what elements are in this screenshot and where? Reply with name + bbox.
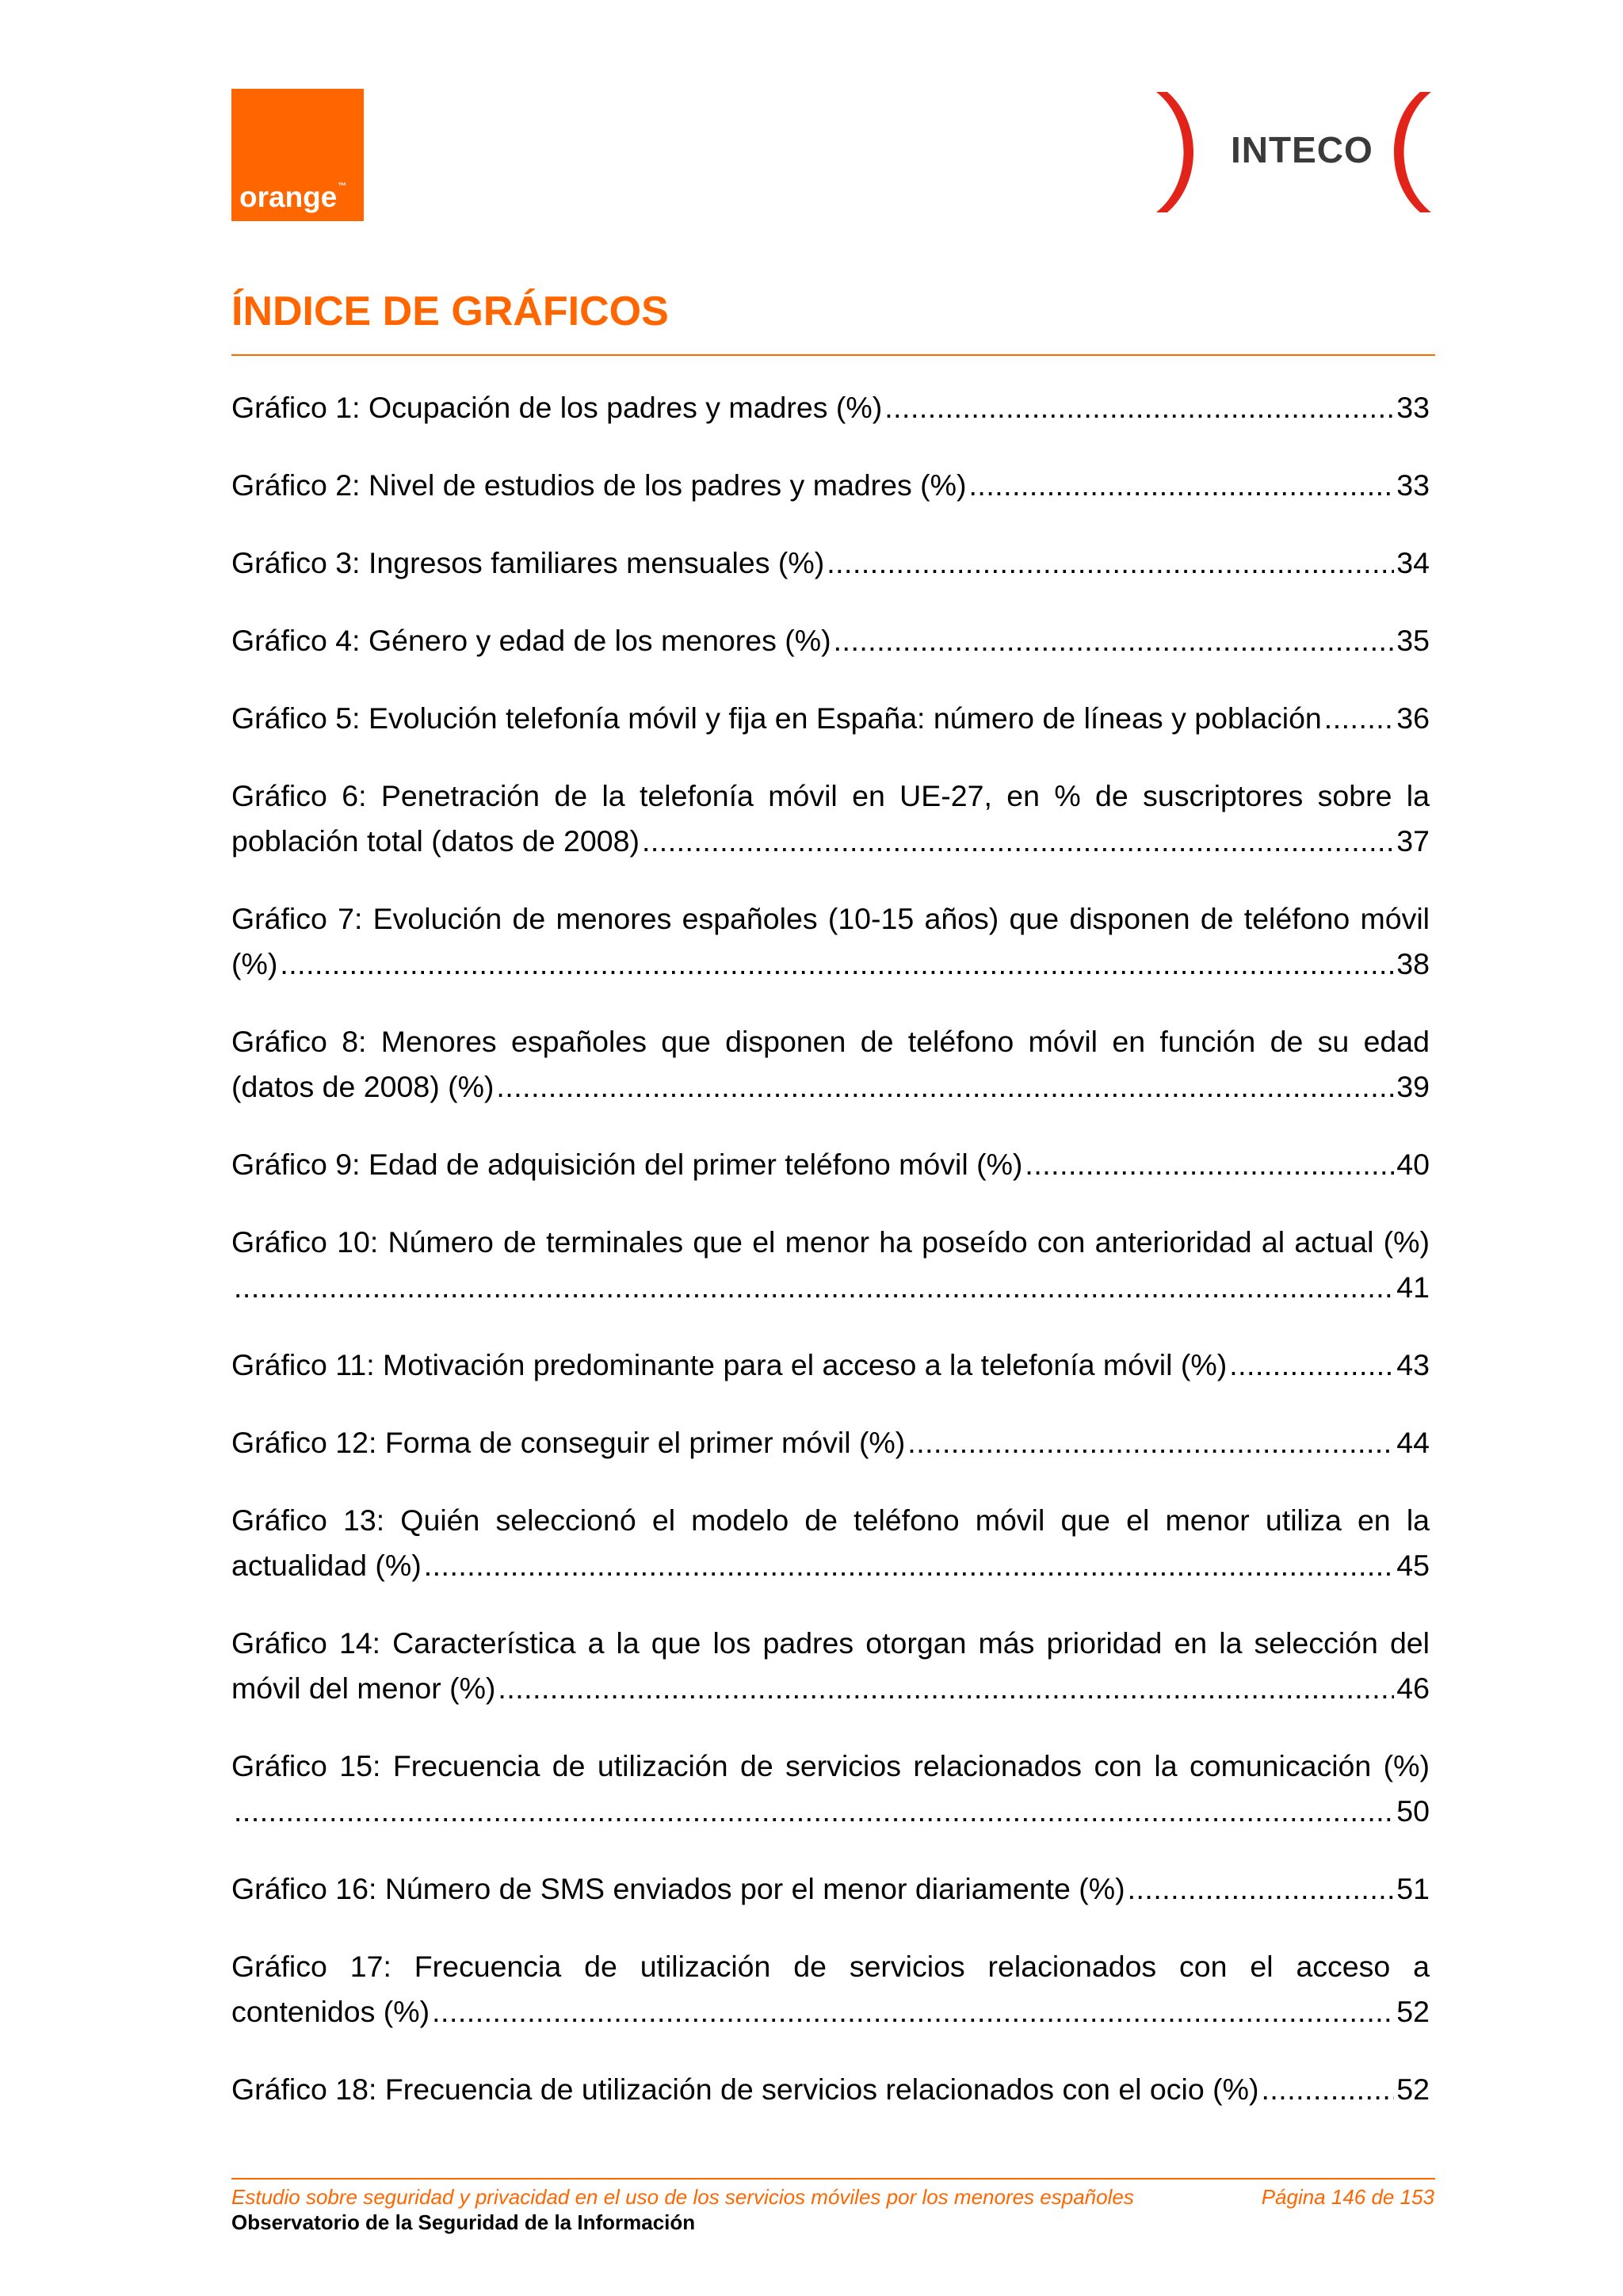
toc-entry-page: 45 xyxy=(1396,1549,1430,1582)
toc-entry[interactable] xyxy=(231,1420,1430,1465)
toc-entry-page: 37 xyxy=(1396,824,1430,858)
footer-observatory: Observatorio de la Seguridad de la Información xyxy=(231,2210,696,2234)
page-title: ÍNDICE DE GRÁFICOS xyxy=(231,288,669,334)
toc-entry[interactable] xyxy=(231,1866,1430,1912)
toc-entry-page: 46 xyxy=(1396,1671,1430,1705)
dot-leader xyxy=(827,541,1394,586)
toc-entry-page: 40 xyxy=(1396,1148,1430,1181)
dot-leader xyxy=(234,1789,1394,1834)
toc-entry[interactable] xyxy=(231,385,1430,430)
toc-entry-title-line: Gráfico 8: Menores españoles que disponen de teléfono móvil en función de su edad xyxy=(231,1025,1430,1058)
dot-leader xyxy=(884,385,1394,430)
toc-entry-page: 44 xyxy=(1396,1426,1430,1459)
toc-entry-title: Gráfico 5: Evolución telefonía móvil y fija en España: número de líneas y población xyxy=(231,701,1322,735)
toc-entry-page: 52 xyxy=(1396,1995,1430,2028)
orange-logo xyxy=(231,89,364,221)
toc-entry-title-line: Gráfico 14: Característica a la que los padres otorgan más prioridad en la selección del xyxy=(231,1626,1430,1660)
toc-entry-title-continuation: población total (datos de 2008) xyxy=(231,824,640,858)
toc-entry[interactable] xyxy=(231,1944,1430,2034)
toc-entry[interactable] xyxy=(231,1343,1430,1388)
title-divider xyxy=(231,354,1435,356)
toc-entry[interactable] xyxy=(231,1220,1430,1310)
toc-entry-title: Gráfico 3: Ingresos familiares mensuales (%) xyxy=(231,546,825,579)
toc-entry-page: 52 xyxy=(1396,2073,1430,2106)
dot-leader xyxy=(498,1666,1394,1711)
toc-entry-title-line: Gráfico 7: Evolución de menores españoles (10-15 años) que disponen de teléfono móvil xyxy=(231,902,1430,935)
dot-leader xyxy=(432,1989,1394,2034)
toc-entry-title: Gráfico 16: Número de SMS enviados por el menor diariamente (%) xyxy=(231,1872,1125,1905)
toc-entry[interactable] xyxy=(231,2067,1430,2112)
dot-leader xyxy=(642,819,1394,864)
toc-entry-title-continuation: móvil del menor (%) xyxy=(231,1671,496,1705)
toc-entry[interactable] xyxy=(231,1142,1430,1187)
toc-entry-page: 34 xyxy=(1396,546,1430,579)
figure-index-list xyxy=(231,385,1430,2145)
toc-entry-title: Gráfico 12: Forma de conseguir el primer móvil (%) xyxy=(231,1426,906,1459)
toc-entry[interactable] xyxy=(231,1498,1430,1588)
toc-entry-title-continuation: contenidos (%) xyxy=(231,1995,430,2028)
toc-entry-page: 39 xyxy=(1396,1070,1430,1103)
toc-entry[interactable] xyxy=(231,463,1430,508)
toc-entry-title: Gráfico 18: Frecuencia de utilización de servicios relacionados con el ocio (%) xyxy=(231,2073,1259,2106)
dot-leader xyxy=(907,1420,1394,1465)
toc-entry-title-continuation: (datos de 2008) (%) xyxy=(231,1070,495,1103)
toc-entry[interactable] xyxy=(231,618,1430,663)
toc-entry-page: 35 xyxy=(1396,624,1430,657)
footer-divider xyxy=(231,2178,1435,2179)
toc-entry-title: Gráfico 9: Edad de adquisición del primer teléfono móvil (%) xyxy=(231,1148,1023,1181)
toc-entry-page: 33 xyxy=(1396,468,1430,502)
toc-entry[interactable] xyxy=(231,1744,1430,1834)
toc-entry-title-continuation: actualidad (%) xyxy=(231,1549,422,1582)
toc-entry-title: Gráfico 1: Ocupación de los padres y madres (%) xyxy=(231,391,883,424)
toc-entry-title: Gráfico 2: Nivel de estudios de los padres y madres (%) xyxy=(231,468,967,502)
dot-leader xyxy=(1324,696,1395,741)
toc-entry-page: 33 xyxy=(1396,391,1430,424)
toc-entry-title-line: Gráfico 13: Quién seleccionó el modelo de teléfono móvil que el menor utiliza en la xyxy=(231,1503,1430,1537)
dot-leader xyxy=(496,1064,1394,1110)
toc-entry-page: 51 xyxy=(1396,1872,1430,1905)
toc-entry-page: 36 xyxy=(1396,701,1430,735)
toc-entry[interactable] xyxy=(231,1621,1430,1711)
toc-entry[interactable] xyxy=(231,696,1430,741)
toc-entry[interactable] xyxy=(231,1019,1430,1110)
toc-entry[interactable] xyxy=(231,774,1430,864)
orange-logo-text: orange™ xyxy=(239,181,347,213)
dot-leader xyxy=(280,942,1394,987)
toc-entry-title: Gráfico 11: Motivación predominante para el acceso a la telefonía móvil (%) xyxy=(231,1348,1228,1381)
toc-entry-title-line: Gráfico 6: Penetración de la telefonía móvil en UE-27, en % de suscriptores sobre la xyxy=(231,779,1430,812)
toc-entry-title-line: Gráfico 10: Número de terminales que el menor ha poseído con anterioridad al actual (%) xyxy=(231,1225,1430,1259)
dot-leader xyxy=(1261,2067,1394,2112)
toc-entry-title-continuation: (%) xyxy=(231,947,278,980)
toc-entry-page: 43 xyxy=(1396,1348,1430,1381)
dot-leader xyxy=(834,618,1395,663)
footer-study-title: Estudio sobre seguridad y privacidad en el uso de los servicios móviles por los menores españoles xyxy=(231,2185,1134,2209)
toc-entry-title-line: Gráfico 15: Frecuencia de utilización de servicios relacionados con la comunicación (%) xyxy=(231,1749,1430,1782)
inteco-logo-text: INTECO xyxy=(1231,129,1373,170)
footer-page-number: Página 146 de 153 xyxy=(1261,2185,1434,2209)
dot-leader xyxy=(1128,1866,1395,1912)
dot-leader xyxy=(968,463,1394,508)
toc-entry-title-line: Gráfico 17: Frecuencia de utilización de servicios relacionados con el acceso a xyxy=(231,1950,1430,1983)
dot-leader xyxy=(424,1543,1395,1588)
toc-entry[interactable] xyxy=(231,541,1430,586)
toc-entry[interactable] xyxy=(231,896,1430,987)
inteco-logo xyxy=(1153,89,1434,216)
toc-entry-page: 38 xyxy=(1396,947,1430,980)
dot-leader xyxy=(234,1265,1394,1310)
toc-entry-page: 50 xyxy=(1396,1794,1430,1828)
dot-leader xyxy=(1025,1142,1394,1187)
toc-entry-page: 41 xyxy=(1396,1270,1430,1304)
dot-leader xyxy=(1229,1343,1394,1388)
toc-entry-title: Gráfico 4: Género y edad de los menores (%) xyxy=(231,624,831,657)
